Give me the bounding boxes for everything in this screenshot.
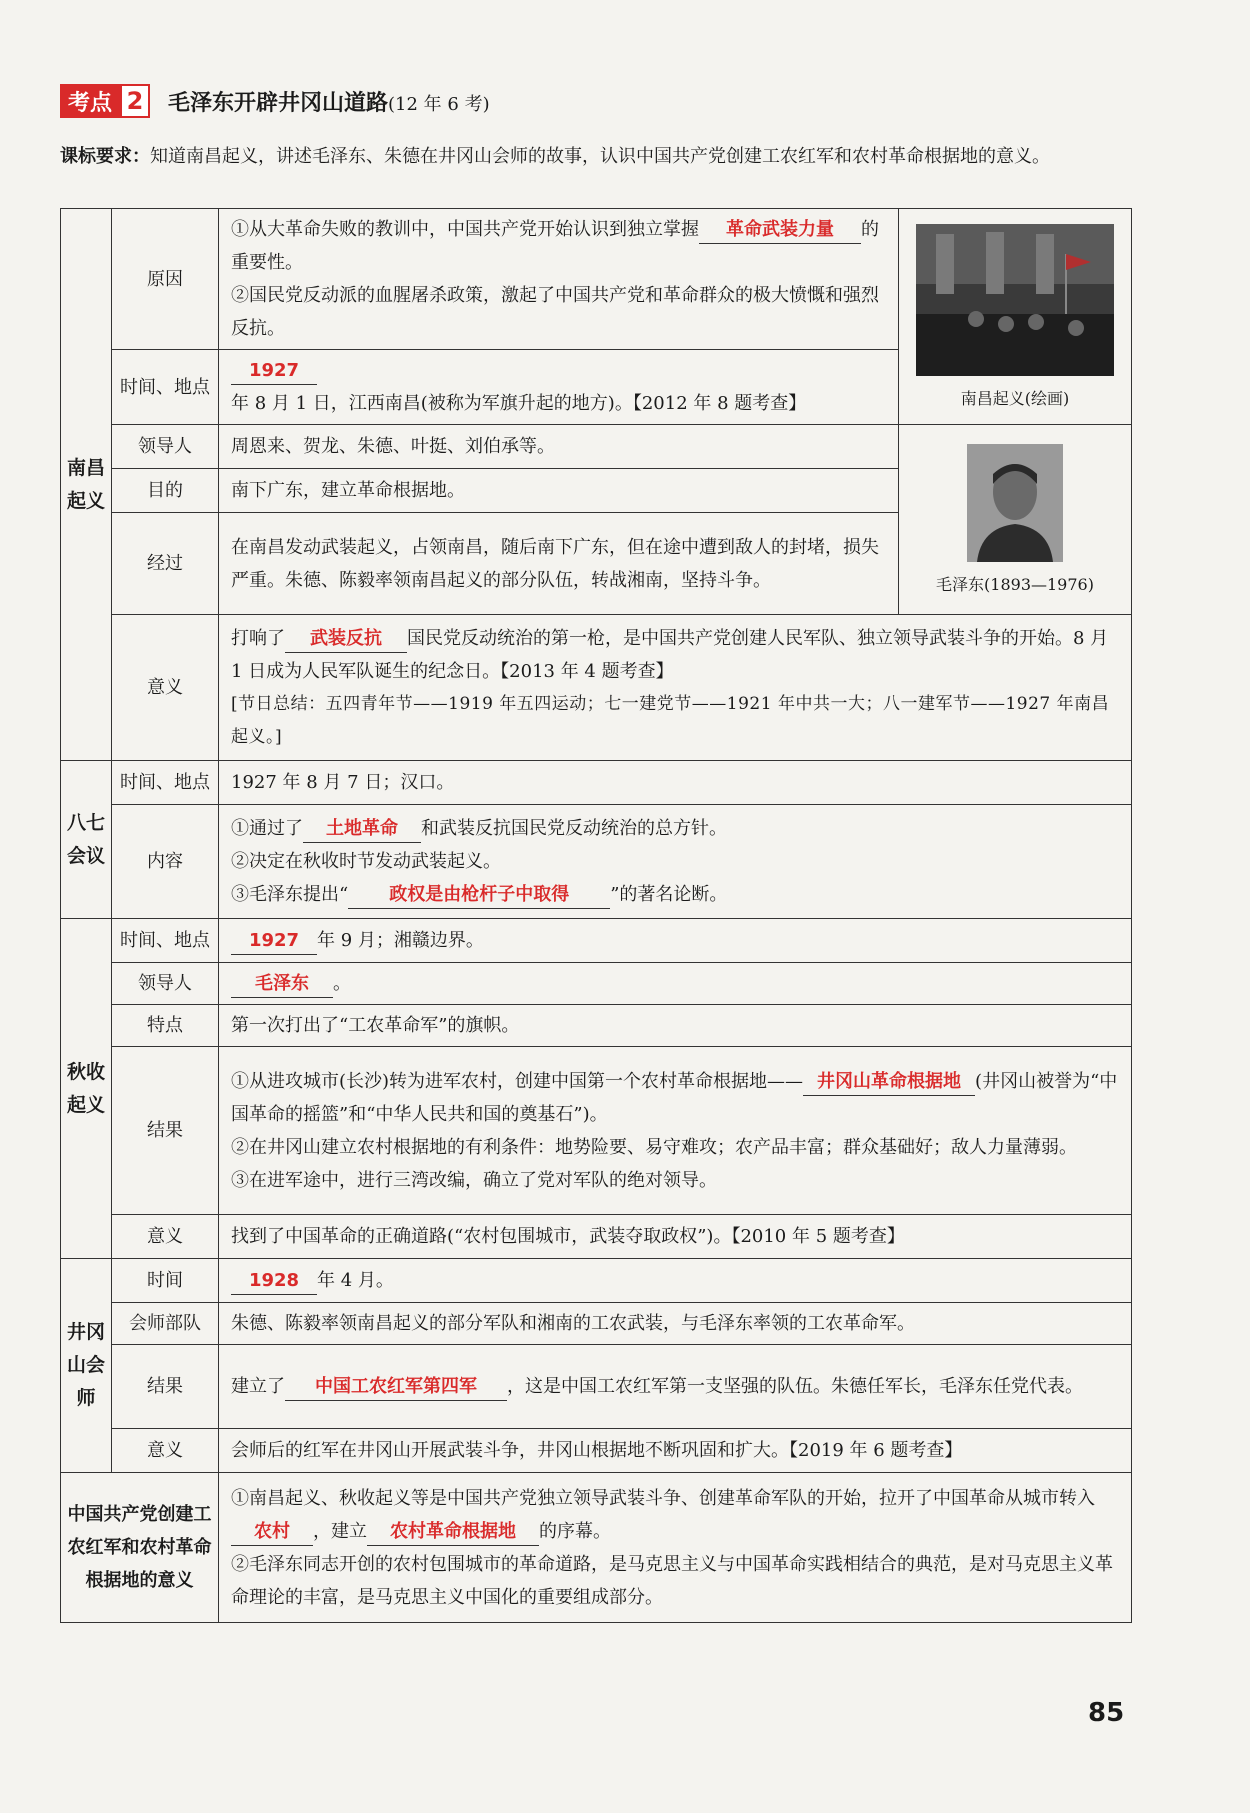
- answer-blank: 1927: [231, 358, 317, 385]
- leader-text: 。: [333, 973, 351, 994]
- cause-1-end: 的重要性。: [231, 219, 879, 273]
- table-row: [61, 209, 1132, 350]
- topic-badge: [60, 84, 150, 118]
- row-label-troops: 会师部队: [112, 1303, 219, 1345]
- troops-cell: 朱德、陈毅率领南昌起义的部分军队和湘南的工农武装，与毛泽东率领的工农革命军。: [219, 1303, 1132, 1345]
- time-text: 年 4 月。: [317, 1270, 394, 1291]
- result-1-b: (井冈山被誉为“中国革命的摇篮”和“中华人民共和国的奠基石”)。: [231, 1070, 1118, 1125]
- answer-blank: 革命武装力量: [699, 217, 861, 244]
- time-text: 年 9 月；湘赣边界。: [317, 930, 484, 951]
- significance-1-a: ①南昌起义、秋收起义等是中国共产党独立领导武装斗争、创建革命军队的开始，拉开了中国革命从城市转入: [231, 1487, 1095, 1509]
- time-cell: [219, 1259, 1132, 1303]
- row-label-feature: 特点: [112, 1005, 219, 1047]
- title-note: (12 年 6 考): [388, 93, 490, 115]
- badge-number: 2: [120, 84, 150, 118]
- requirement-text: 知道南昌起义，讲述毛泽东、朱德在井冈山会师的故事，认识中国共产党创建工农红军和农村革命根据地的意义。: [150, 146, 1050, 167]
- process-cell: 在南昌发动武装起义，占领南昌，随后南下广东，但在途中遭到敌人的封堵，损失严重。朱德、陈毅率领南昌起义的部分队伍，转战湘南，坚持斗争。: [219, 513, 899, 615]
- answer-blank: 井冈山革命根据地: [803, 1069, 975, 1096]
- meaning-cell: 找到了中国革命的正确道路(“农村包围城市，武装夺取政权”)。【2010 年 5 题考查】: [219, 1215, 1132, 1259]
- significance-label: 中国共产党创建工农红军和农村革命根据地的意义: [61, 1473, 219, 1623]
- result-cell: [219, 1345, 1132, 1429]
- image-cell-mao: [899, 425, 1132, 615]
- answer-blank: 武装反抗: [285, 626, 407, 653]
- result-2: ②在井冈山建立农村根据地的有利条件：地势险要、易守难攻；农产品丰富；群众基础好；敌人力量薄弱。: [231, 1136, 1077, 1158]
- page-number: 85: [1088, 1698, 1125, 1728]
- meaning-text-a: 打响了: [231, 627, 285, 649]
- meaning-cell: [219, 615, 1132, 761]
- row-label-process: 经过: [112, 513, 219, 615]
- result-text-a: 建立了: [231, 1376, 285, 1397]
- meaning-text-b: 国民党反动统治的第一枪，是中国共产党创建人民军队、独立领导武装斗争的开始。8 月 1 日成为人民军队诞生的纪念日。【2013 年 4 题考查】: [231, 627, 1109, 682]
- answer-blank: 毛泽东: [231, 971, 333, 998]
- cause-2-text: ②国民党反动派的血腥屠杀政策，激起了中国共产党和革命群众的极大愤慨和强烈反抗。: [231, 285, 879, 339]
- section-title: [168, 86, 490, 117]
- cause-cell: [219, 209, 899, 350]
- row-label-content: 内容: [112, 805, 219, 919]
- feature-cell: 第一次打出了“工农革命军”的旗帜。: [219, 1005, 1132, 1047]
- answer-blank: 1927: [231, 928, 317, 955]
- result-1-a: ①从进攻城市(长沙)转为进军农村，创建中国第一个农村革命根据地——: [231, 1070, 804, 1092]
- group-autumn: 秋收起义: [61, 919, 112, 1259]
- table-row: [61, 761, 1132, 805]
- row-label-result: 结果: [112, 1047, 219, 1215]
- content-3-b: ”的著名论断。: [610, 884, 728, 905]
- time-cell: 1927 年 8 月 7 日；汉口。: [219, 761, 1132, 805]
- leader-cell: 周恩来、贺龙、朱德、叶挺、刘伯承等。: [219, 425, 899, 469]
- curriculum-requirement: [60, 140, 1140, 174]
- answer-blank: 土地革命: [303, 816, 421, 843]
- table-row: [61, 1259, 1132, 1303]
- mao-caption: 毛泽东(1893—1976): [936, 575, 1094, 594]
- mao-zedong-portrait: [967, 444, 1063, 562]
- table-row: [61, 1215, 1132, 1259]
- table-row: [61, 1047, 1132, 1215]
- answer-blank: 1928: [231, 1268, 317, 1295]
- answer-blank: 农村革命根据地: [367, 1519, 539, 1546]
- row-label-meaning: 意义: [112, 1215, 219, 1259]
- cause-1-text: ①从大革命失败的教训中，中国共产党开始认识到独立掌握: [231, 219, 699, 240]
- nanchang-uprising-painting: [916, 224, 1114, 376]
- row-label-cause: 原因: [112, 209, 219, 350]
- table-row: [61, 1429, 1132, 1473]
- row-label-purpose: 目的: [112, 469, 219, 513]
- festival-note: [节日总结：五四青年节——1919 年五四运动；七一建党节——1921 年中共一大；八一建军节——1927 年南昌起义。]: [231, 693, 1110, 747]
- row-label-leader: 领导人: [112, 963, 219, 1005]
- group-nanchang: 南昌起义: [61, 209, 112, 761]
- group-jinggangshan: 井冈山会师: [61, 1259, 112, 1473]
- content-3-a: ③毛泽东提出“: [231, 884, 349, 905]
- time-cell: [219, 350, 899, 425]
- answer-blank: 农村: [231, 1519, 313, 1546]
- content-1-a: ①通过了: [231, 818, 303, 839]
- purpose-cell: 南下广东，建立革命根据地。: [219, 469, 899, 513]
- table-row: [61, 919, 1132, 963]
- content-cell: [219, 805, 1132, 919]
- result-text-b: ，这是中国工农红军第一支坚强的队伍。朱德任军长，毛泽东任党代表。: [507, 1376, 1083, 1397]
- row-label-leader: 领导人: [112, 425, 219, 469]
- title-text: 毛泽东开辟井冈山道路: [168, 90, 389, 116]
- knowledge-table: [60, 208, 1132, 1623]
- result-cell: [219, 1047, 1132, 1215]
- row-label-result: 结果: [112, 1345, 219, 1429]
- significance-1-b: ，建立: [313, 1520, 367, 1542]
- table-row: [61, 1303, 1132, 1345]
- table-row: [61, 1345, 1132, 1429]
- table-row: [61, 805, 1132, 919]
- badge-text: 考点: [60, 84, 120, 118]
- row-label-meaning: 意义: [112, 615, 219, 761]
- meaning-cell: 会师后的红军在井冈山开展武装斗争，井冈山根据地不断巩固和扩大。【2019 年 6 题考查】: [219, 1429, 1132, 1473]
- answer-blank: 中国工农红军第四军: [285, 1374, 507, 1401]
- image-cell-nanchang: [899, 209, 1132, 425]
- significance-2: ②毛泽东同志开创的农村包围城市的革命道路，是马克思主义与中国革命实践相结合的典范，是对马克思主义革命理论的丰富，是马克思主义中国化的重要组成部分。: [231, 1553, 1113, 1608]
- row-label-time: 时间、地点: [112, 919, 219, 963]
- nanchang-caption: 南昌起义(绘画): [960, 389, 1070, 408]
- requirement-label: 课标要求：: [60, 146, 150, 167]
- table-row: [61, 1005, 1132, 1047]
- row-label-time: 时间: [112, 1259, 219, 1303]
- significance-1-c: 的序幕。: [539, 1520, 611, 1542]
- leader-cell: [219, 963, 1132, 1005]
- content-1-b: 和武装反抗国民党反动统治的总方针。: [421, 818, 727, 839]
- table-row: [61, 1473, 1132, 1623]
- table-row: [61, 425, 1132, 469]
- row-label-meaning: 意义: [112, 1429, 219, 1473]
- row-label-time: 时间、地点: [112, 761, 219, 805]
- section-header: [60, 84, 490, 118]
- significance-cell: [219, 1473, 1132, 1623]
- table-row: [61, 615, 1132, 761]
- table-row: [61, 963, 1132, 1005]
- content-2: ②决定在秋收时节发动武装起义。: [231, 851, 501, 872]
- result-3: ③在进军途中，进行三湾改编，确立了党对军队的绝对领导。: [231, 1169, 717, 1191]
- answer-blank: 政权是由枪杆子中取得: [348, 882, 610, 909]
- group-august7: 八七会议: [61, 761, 112, 919]
- time-text: 年 8 月 1 日，江西南昌(被称为军旗升起的地方)。【2012 年 8 题考查】: [231, 393, 807, 414]
- row-label-time: 时间、地点: [112, 350, 219, 425]
- time-cell: [219, 919, 1132, 963]
